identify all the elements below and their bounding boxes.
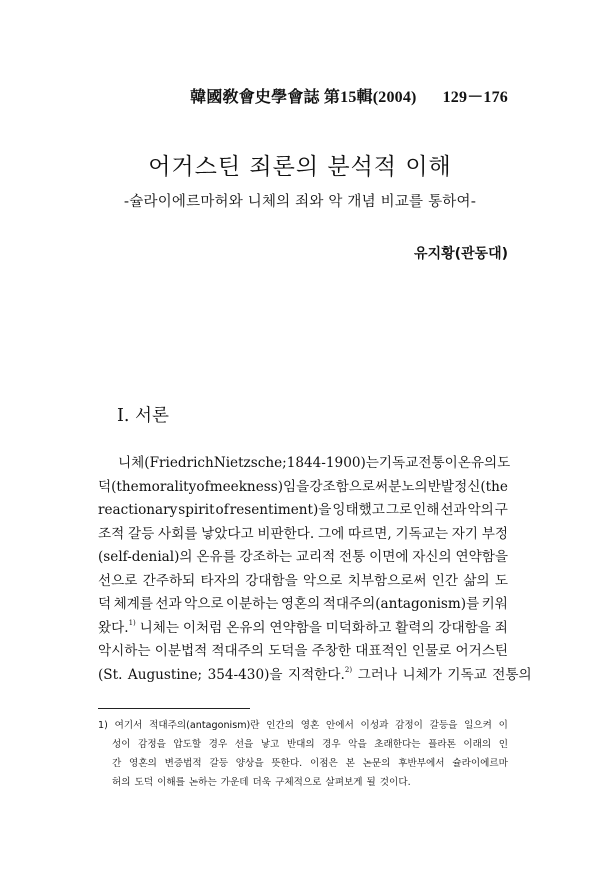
footnote-word: 논하는: [188, 777, 217, 788]
footnote-word: 도덕: [134, 777, 154, 788]
body-word: 미덕화하고: [325, 619, 392, 636]
footnote-word: 악을: [348, 739, 367, 750]
body-word: 인물로: [411, 643, 452, 659]
body-word: 주창한: [311, 643, 352, 659]
footnote-line: [98, 716, 508, 735]
body-word: 기독교는: [395, 525, 448, 542]
footnote-line: [98, 754, 508, 773]
body-word: reactionary: [98, 502, 178, 518]
body-word: 분노의: [388, 478, 428, 495]
body-line: [98, 546, 508, 570]
footnote-word: 경우: [322, 739, 341, 750]
article-subtitle: -슐라이에르마허와 니체의 죄와 악 개념 비교를 통하여-: [123, 194, 477, 210]
body-word: 강조하는: [239, 549, 293, 565]
footnote-word: 플라톤: [428, 739, 456, 750]
body-word: 니체(Friedrich: [118, 455, 214, 471]
footnote-word: 가운데: [220, 777, 249, 788]
footnote-word: 갈등: [209, 758, 229, 769]
footnote-word: 일으켜: [464, 720, 492, 731]
body-word: 온유의: [457, 455, 498, 471]
body-word: 도: [497, 455, 511, 471]
body-word: 악시하는: [98, 643, 151, 659]
body-word: 조적: [98, 525, 125, 542]
running-header: [190, 84, 508, 107]
body-word: 1844-1900)는: [286, 455, 379, 471]
body-word: 전통의: [492, 666, 532, 683]
footnote-word: 뜻한다.: [271, 758, 303, 769]
footnote-word: 될: [366, 777, 376, 788]
footnote-word: 반대의: [286, 739, 315, 750]
body-word: Nietzsche;: [213, 455, 287, 471]
footnote-word: 것이다.: [379, 777, 411, 788]
footnote-word: 낳고: [260, 739, 280, 750]
body-word: of: [215, 502, 229, 518]
footnote-word: 여기서: [114, 720, 143, 731]
footnote-1: [98, 716, 508, 792]
body-word: 치부함으로써: [347, 572, 427, 589]
body-word: 그로: [385, 502, 413, 518]
body-word: 죄: [494, 619, 508, 636]
footnote-word: 인: [498, 739, 508, 750]
body-word: resentiment)을: [229, 502, 332, 518]
footnote-word: 초래한다는: [374, 739, 421, 750]
body-word: Augustine;: [127, 666, 203, 683]
footnote-divider: [98, 708, 250, 709]
body-word: 연약함을: [269, 619, 322, 636]
body-word: 강대함을: [245, 572, 298, 589]
body-word: 활력의: [395, 619, 435, 636]
body-line: [98, 452, 511, 476]
body-word: 선과: [155, 596, 182, 612]
article-title: 어거스틴 죄론의 분석적 이해: [148, 154, 452, 180]
body-word: 왔다.$^{1)}$: [98, 618, 136, 636]
footnote-word: 이점은: [309, 758, 338, 769]
body-word: 온유를: [196, 549, 236, 565]
body-word: 기독교: [378, 455, 419, 471]
footnote-word: 영혼의: [129, 758, 157, 769]
footnote-word: 갈등을: [429, 720, 458, 731]
body-word: 갈등: [128, 525, 155, 542]
body-word: 그에: [318, 525, 345, 542]
body-word: 강조함으로써: [309, 478, 389, 495]
footnote-line: [98, 773, 508, 792]
body-word: 악으로: [303, 572, 343, 589]
body-word: 연약함을: [455, 549, 508, 565]
body-line: [98, 476, 508, 500]
footnote-word: 인간의: [266, 720, 295, 731]
footnote-word: 논문의: [362, 758, 391, 769]
footnote-word: 변증법적: [164, 758, 202, 769]
body-word: 선으로: [98, 572, 138, 589]
body-word: 덕(the: [98, 478, 139, 495]
body-word: 덕: [98, 596, 112, 612]
footnote-word: 경우: [208, 739, 228, 750]
footnote-word: 성이: [112, 739, 131, 750]
footnote-marker: 1): [128, 618, 136, 627]
body-word: 이면에: [369, 549, 409, 565]
body-word: 도: [494, 572, 508, 589]
body-word: 강대함을: [438, 619, 491, 636]
body-word: 선과: [440, 502, 467, 518]
body-word: 체계를: [113, 596, 153, 612]
footnote-word: 더욱: [252, 777, 272, 788]
body-word: 정신(the: [454, 478, 508, 495]
footnote-marker: 2): [344, 665, 353, 674]
body-word: 악으로: [184, 596, 224, 612]
body-word: 니체가: [402, 666, 442, 683]
body-line: [98, 499, 508, 523]
body-word: 전통: [339, 549, 366, 565]
footnote-word: 살펴보게: [325, 777, 363, 788]
body-line: [98, 523, 508, 547]
body-word: 도덕을: [268, 643, 308, 659]
body-word: 이분법적: [154, 643, 208, 659]
body-word: 적대주의(antagonism)를: [322, 596, 480, 612]
body-word: 비판한다.: [257, 525, 315, 542]
footnote-word: 후반부에서: [398, 758, 445, 769]
body-line: [98, 593, 508, 617]
body-word: 키워: [481, 596, 508, 612]
body-word: 전통이: [418, 455, 458, 471]
body-word: 교리적: [295, 549, 336, 565]
body-word: morality: [138, 478, 197, 495]
footnote-word: 구체적으로: [275, 777, 322, 788]
footnote-word: 감정을: [138, 739, 166, 750]
footnote-word: 슐라이에르마: [452, 758, 508, 769]
body-word: (St.: [98, 666, 123, 683]
body-word: 자기: [451, 525, 478, 542]
footnote-word: 이: [498, 720, 508, 731]
footnote-word: 적대주의(antagonism)란: [149, 720, 260, 731]
footnote-word: 본: [345, 758, 355, 769]
body-word: 반발: [427, 478, 455, 495]
footnote-word: 1): [98, 720, 108, 731]
body-word: of: [196, 478, 210, 495]
body-word: 악의: [467, 502, 494, 518]
body-text: [98, 452, 532, 687]
body-line: [98, 664, 532, 688]
body-word: 기독교: [447, 666, 487, 683]
body-word: 354-430)을: [207, 666, 283, 683]
body-word: 인간: [431, 572, 459, 589]
body-word: 부정: [481, 525, 508, 542]
footnote-line: [98, 735, 508, 754]
body-word: 적대주의: [211, 643, 264, 659]
footnote-word: 간: [112, 758, 122, 769]
footnote-word: 안에서: [326, 720, 354, 731]
footnote-word: 허의: [112, 777, 131, 788]
body-word: 이분하는: [225, 596, 279, 612]
page-range: 129－176: [442, 89, 508, 106]
footnote-word: 압도할: [173, 739, 202, 750]
footnote-word: 선을: [234, 739, 254, 750]
body-word: spirit: [178, 502, 215, 518]
body-word: 자신의: [412, 549, 452, 565]
body-word: 낳았다고: [201, 525, 254, 542]
body-line: [98, 640, 508, 664]
body-word: 온유의: [226, 619, 266, 636]
body-word: 따르면,: [348, 525, 392, 542]
body-word: 타자의: [200, 572, 240, 589]
body-word: 인해: [413, 502, 440, 518]
body-word: (self-denial)의: [98, 549, 193, 565]
body-word: 그러나: [357, 666, 397, 683]
section-heading: I. 서론: [117, 406, 169, 426]
footnote-word: 이래의: [463, 739, 492, 750]
body-line: [98, 617, 508, 641]
footnote-word: 감정이: [395, 720, 423, 731]
body-line: [98, 570, 508, 594]
footnote-word: 이해를: [157, 777, 185, 788]
body-word: 영혼의: [280, 596, 321, 612]
body-word: 어거스틴: [455, 643, 508, 659]
body-word: 이처럼: [182, 619, 223, 636]
body-word: 삶의: [463, 572, 490, 589]
body-word: 지적한다.$^{2)}$: [288, 665, 353, 683]
body-word: meekness)임을: [209, 478, 310, 495]
body-word: 니체는: [139, 619, 180, 636]
body-word: 사회를: [158, 525, 198, 542]
footnote-word: 양상을: [235, 758, 264, 769]
journal-citation: 韓國敎會史學會誌 第15輯(2004): [190, 89, 417, 106]
body-word: 간주하되: [142, 572, 196, 589]
body-word: 구: [494, 502, 508, 518]
footnote-word: 영혼: [300, 720, 320, 731]
author-affiliation: 유지황(관동대): [414, 246, 508, 262]
body-word: 잉태했고: [332, 502, 385, 518]
body-word: 대표적인: [355, 643, 408, 659]
footnote-word: 이성과: [360, 720, 389, 731]
